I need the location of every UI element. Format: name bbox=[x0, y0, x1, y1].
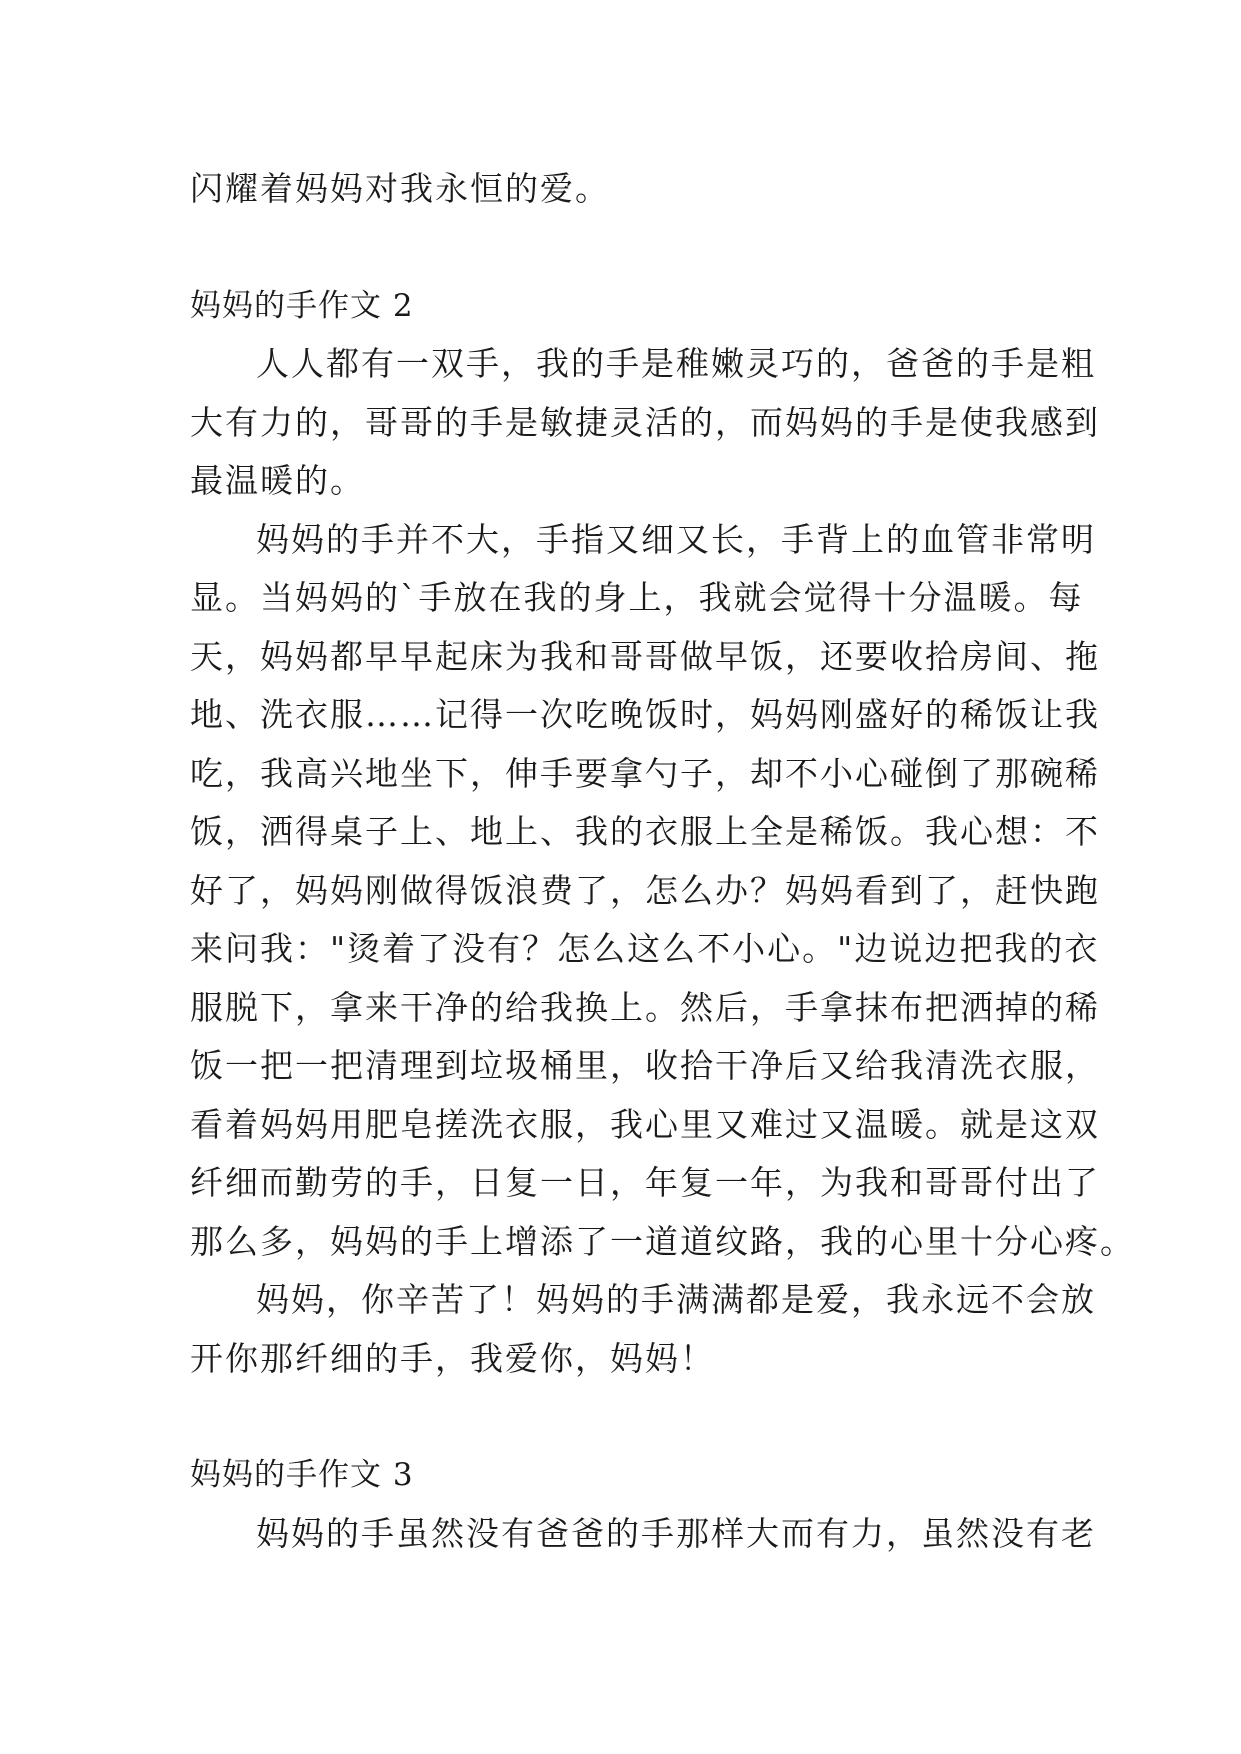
paragraph bbox=[190, 335, 1100, 511]
paragraph-line: 那么多，妈妈的手上增添了一道道纹路，我的心里十分心疼。 bbox=[190, 1221, 1135, 1261]
paragraph-line: 闪耀着妈妈对我永恒的爱。 bbox=[190, 169, 610, 208]
paragraph-line: 大有力的，哥哥的手是敏捷灵活的，而妈妈的手是使我感到 bbox=[190, 402, 1100, 442]
paragraph-line: 看着妈妈用肥皂搓洗衣服，我心里又难过又温暖。就是这双 bbox=[190, 1104, 1100, 1144]
paragraph-line: 纤细而勤劳的手，日复一日，年复一年，为我和哥哥付出了 bbox=[190, 1163, 1100, 1202]
paragraph-line: 吃，我高兴地坐下，伸手要拿勺子，却不小心碰倒了那碗稀 bbox=[190, 753, 1100, 793]
paragraph bbox=[190, 1505, 1096, 1564]
paragraph-line: 地、洗衣服……记得一次吃晚饭时，妈妈刚盛好的稀饭让我 bbox=[190, 695, 1100, 734]
paragraph-line: 饭，洒得桌子上、地上、我的衣服上全是稀饭。我心想：不 bbox=[190, 812, 1100, 851]
paragraph-line: 显。当妈妈的`手放在我的身上，我就会觉得十分温暖。每 bbox=[190, 578, 1084, 617]
document-page bbox=[190, 160, 1135, 1563]
paragraph-line: 饭一把一把清理到垃圾桶里，收拾干净后又给我清洗衣服， bbox=[190, 1046, 1100, 1085]
paragraph-line: 天，妈妈都早早起床为我和哥哥做早饭，还要收拾房间、拖 bbox=[190, 636, 1100, 676]
paragraph-line: 人人都有一双手，我的手是稚嫩灵巧的，爸爸的手是粗 bbox=[256, 344, 1096, 383]
paragraph-line: 服脱下，拿来干净的给我换上。然后，手拿抹布把洒掉的稀 bbox=[190, 987, 1100, 1027]
section-heading: 妈妈的手作文 3 bbox=[190, 1457, 414, 1493]
paragraph-line: 妈妈的手并不大，手指又细又长，手背上的血管非常明 bbox=[256, 519, 1096, 559]
paragraph bbox=[190, 511, 1135, 1272]
paragraph-line: 来问我："烫着了没有？怎么这么不小心。"边说边把我的衣 bbox=[190, 929, 1100, 968]
section-spacer bbox=[190, 219, 1060, 277]
paragraph-line: 开你那纤细的手，我爱你，妈妈！ bbox=[190, 1338, 715, 1378]
paragraph-line: 好了，妈妈刚做得饭浪费了，怎么办？妈妈看到了，赶快跑 bbox=[190, 870, 1100, 910]
paragraph-line: 最温暖的。 bbox=[190, 461, 365, 500]
section-heading: 妈妈的手作文 2 bbox=[190, 287, 414, 324]
paragraph-line: 妈妈，你辛苦了！妈妈的手满满都是爱，我永远不会放 bbox=[256, 1280, 1096, 1319]
paragraph bbox=[190, 1271, 1096, 1388]
section-spacer bbox=[190, 1388, 1060, 1446]
paragraph-line: 妈妈的手虽然没有爸爸的手那样大而有力，虽然没有老 bbox=[256, 1513, 1096, 1553]
